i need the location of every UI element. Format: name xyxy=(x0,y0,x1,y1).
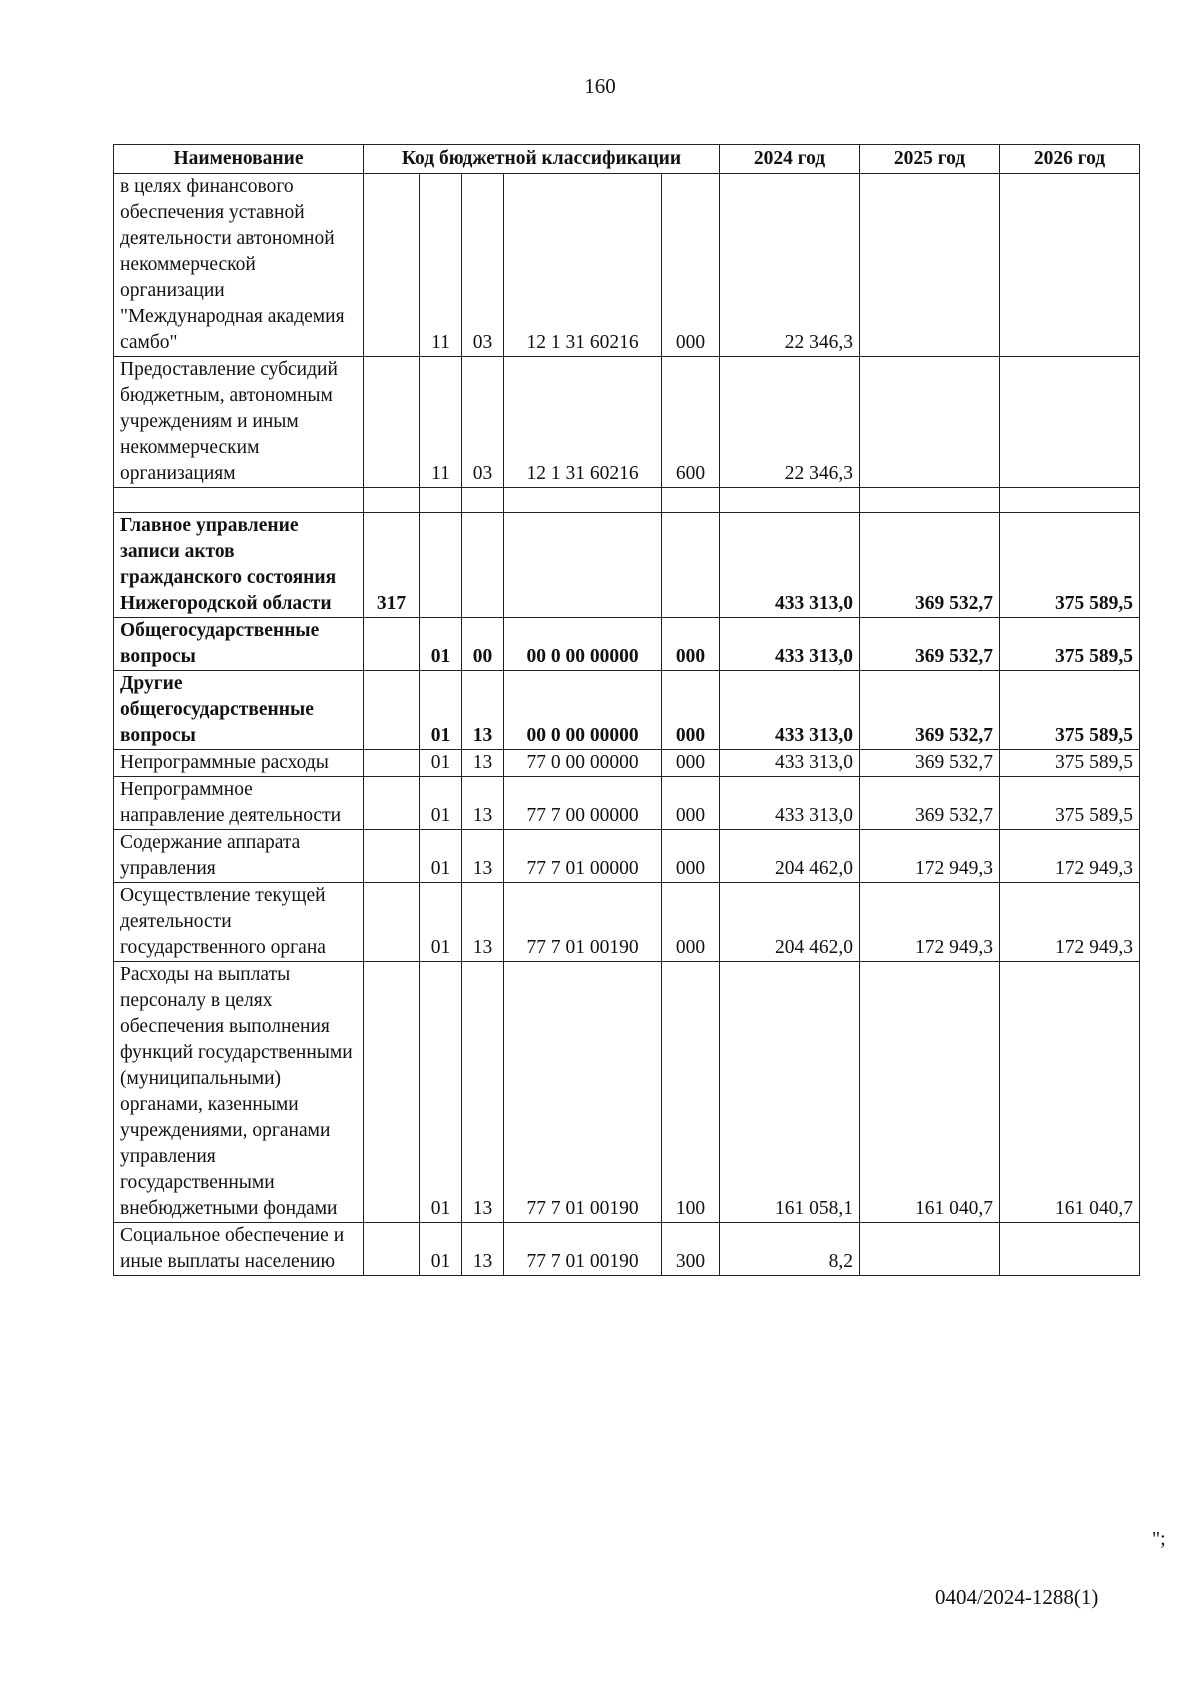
cell-name: в целях финансового обеспечения уставной деятельности автономной некоммерческой организации "Международная академия самбо" xyxy=(114,174,364,357)
cell-2026 xyxy=(1000,357,1140,488)
cell-name: Осуществление текущей деятельности государственного органа xyxy=(114,883,364,962)
cell-code-target: 77 7 01 00190 xyxy=(504,1223,662,1276)
cell-code-expense-type xyxy=(662,488,720,513)
cell-code-admin xyxy=(364,1223,420,1276)
cell-code-target: 12 1 31 60216 xyxy=(504,357,662,488)
spacer-row xyxy=(114,488,1140,513)
cell-2025 xyxy=(860,174,1000,357)
cell-code-section: 11 xyxy=(420,357,462,488)
cell-code-admin: 317 xyxy=(364,513,420,618)
table-row xyxy=(114,883,1140,962)
cell-code-admin xyxy=(364,883,420,962)
table-row xyxy=(114,750,1140,777)
document-reference: 0404/2024-1288(1) xyxy=(935,1585,1099,1609)
cell-code-admin xyxy=(364,357,420,488)
cell-2026: 161 040,7 xyxy=(1000,962,1140,1223)
cell-code-expense-type xyxy=(662,513,720,618)
table-row xyxy=(114,671,1140,750)
cell-2026: 375 589,5 xyxy=(1000,671,1140,750)
cell-2024: 161 058,1 xyxy=(720,962,860,1223)
cell-2025: 172 949,3 xyxy=(860,830,1000,883)
cell-code-subsection: 00 xyxy=(462,618,504,671)
cell-2025: 369 532,7 xyxy=(860,513,1000,618)
cell-2026: 375 589,5 xyxy=(1000,618,1140,671)
closing-quote-mark: "; xyxy=(1152,1528,1166,1550)
cell-2026: 375 589,5 xyxy=(1000,513,1140,618)
cell-code-section: 01 xyxy=(420,671,462,750)
cell-code-subsection: 13 xyxy=(462,671,504,750)
cell-code-subsection: 13 xyxy=(462,1223,504,1276)
header-name: Наименование xyxy=(114,145,364,174)
cell-2025: 369 532,7 xyxy=(860,750,1000,777)
cell-name: Предоставление субсидий бюджетным, автономным учреждениям и иным некоммерческим организациям xyxy=(114,357,364,488)
cell-code-admin xyxy=(364,830,420,883)
table-row xyxy=(114,174,1140,357)
cell-code-admin xyxy=(364,174,420,357)
cell-2024: 22 346,3 xyxy=(720,174,860,357)
table-row xyxy=(114,830,1140,883)
cell-2026: 172 949,3 xyxy=(1000,883,1140,962)
cell-2024: 433 313,0 xyxy=(720,513,860,618)
cell-code-section xyxy=(420,488,462,513)
cell-2026 xyxy=(1000,1223,1140,1276)
header-2024: 2024 год xyxy=(720,145,860,174)
cell-2024: 433 313,0 xyxy=(720,777,860,830)
cell-code-target xyxy=(504,488,662,513)
table-row xyxy=(114,618,1140,671)
cell-code-subsection: 03 xyxy=(462,174,504,357)
cell-code-section: 01 xyxy=(420,830,462,883)
cell-code-target: 77 7 00 00000 xyxy=(504,777,662,830)
cell-code-target: 00 0 00 00000 xyxy=(504,618,662,671)
cell-code-expense-type: 000 xyxy=(662,671,720,750)
cell-name: Общегосударственные вопросы xyxy=(114,618,364,671)
cell-code-subsection xyxy=(462,513,504,618)
cell-2024: 433 313,0 xyxy=(720,750,860,777)
cell-name: Социальное обеспечение и иные выплаты населению xyxy=(114,1223,364,1276)
cell-2025 xyxy=(860,488,1000,513)
cell-code-expense-type: 100 xyxy=(662,962,720,1223)
cell-code-target xyxy=(504,513,662,618)
cell-2026: 375 589,5 xyxy=(1000,777,1140,830)
table-body xyxy=(114,174,1140,1276)
header-2025: 2025 год xyxy=(860,145,1000,174)
cell-code-target: 77 7 01 00190 xyxy=(504,883,662,962)
cell-code-section: 01 xyxy=(420,1223,462,1276)
cell-code-section: 01 xyxy=(420,962,462,1223)
cell-code-section: 11 xyxy=(420,174,462,357)
cell-name: Другие общегосударственные вопросы xyxy=(114,671,364,750)
cell-2026: 172 949,3 xyxy=(1000,830,1140,883)
cell-code-section: 01 xyxy=(420,618,462,671)
cell-name xyxy=(114,488,364,513)
cell-code-expense-type: 000 xyxy=(662,883,720,962)
table-row xyxy=(114,513,1140,618)
cell-2026: 375 589,5 xyxy=(1000,750,1140,777)
cell-code-subsection: 13 xyxy=(462,962,504,1223)
table-row xyxy=(114,1223,1140,1276)
cell-2025 xyxy=(860,1223,1000,1276)
cell-2025: 369 532,7 xyxy=(860,777,1000,830)
cell-code-target: 12 1 31 60216 xyxy=(504,174,662,357)
header-code: Код бюджетной классификации xyxy=(364,145,720,174)
cell-code-expense-type: 000 xyxy=(662,618,720,671)
table-row xyxy=(114,962,1140,1223)
cell-code-subsection: 03 xyxy=(462,357,504,488)
table-row xyxy=(114,357,1140,488)
cell-2024: 433 313,0 xyxy=(720,618,860,671)
cell-code-expense-type: 600 xyxy=(662,357,720,488)
cell-2024: 204 462,0 xyxy=(720,830,860,883)
cell-code-admin xyxy=(364,962,420,1223)
budget-table xyxy=(113,144,1140,1276)
cell-2024: 22 346,3 xyxy=(720,357,860,488)
cell-code-target: 77 7 01 00000 xyxy=(504,830,662,883)
cell-code-admin xyxy=(364,671,420,750)
cell-2024: 204 462,0 xyxy=(720,883,860,962)
cell-2025: 172 949,3 xyxy=(860,883,1000,962)
cell-2024: 8,2 xyxy=(720,1223,860,1276)
cell-2025: 369 532,7 xyxy=(860,618,1000,671)
cell-code-subsection: 13 xyxy=(462,750,504,777)
cell-2024: 433 313,0 xyxy=(720,671,860,750)
cell-code-subsection: 13 xyxy=(462,830,504,883)
cell-code-subsection: 13 xyxy=(462,777,504,830)
cell-code-target: 77 7 01 00190 xyxy=(504,962,662,1223)
cell-2026 xyxy=(1000,174,1140,357)
cell-name: Непрограммное направление деятельности xyxy=(114,777,364,830)
cell-2025: 369 532,7 xyxy=(860,671,1000,750)
cell-code-expense-type: 300 xyxy=(662,1223,720,1276)
cell-code-expense-type: 000 xyxy=(662,174,720,357)
cell-code-expense-type: 000 xyxy=(662,777,720,830)
cell-code-admin xyxy=(364,750,420,777)
cell-name: Содержание аппарата управления xyxy=(114,830,364,883)
cell-code-section: 01 xyxy=(420,750,462,777)
cell-2025: 161 040,7 xyxy=(860,962,1000,1223)
cell-code-target: 77 0 00 00000 xyxy=(504,750,662,777)
cell-code-expense-type: 000 xyxy=(662,830,720,883)
cell-code-section: 01 xyxy=(420,883,462,962)
cell-name: Расходы на выплаты персоналу в целях обеспечения выполнения функций государственными (муниципальными) органами, казенными учреждениями, органами управления государственными внебюджетными фондами xyxy=(114,962,364,1223)
cell-code-admin xyxy=(364,777,420,830)
cell-code-subsection: 13 xyxy=(462,883,504,962)
table-row xyxy=(114,777,1140,830)
cell-code-section: 01 xyxy=(420,777,462,830)
table-header-row xyxy=(114,145,1140,174)
cell-code-expense-type: 000 xyxy=(662,750,720,777)
header-2026: 2026 год xyxy=(1000,145,1140,174)
cell-code-subsection xyxy=(462,488,504,513)
cell-2024 xyxy=(720,488,860,513)
cell-name: Главное управление записи актов гражданского состояния Нижегородской области xyxy=(114,513,364,618)
cell-code-section xyxy=(420,513,462,618)
cell-code-admin xyxy=(364,488,420,513)
cell-2026 xyxy=(1000,488,1140,513)
page-number: 160 xyxy=(584,74,616,98)
cell-code-target: 00 0 00 00000 xyxy=(504,671,662,750)
cell-code-admin xyxy=(364,618,420,671)
cell-name: Непрограммные расходы xyxy=(114,750,364,777)
cell-2025 xyxy=(860,357,1000,488)
